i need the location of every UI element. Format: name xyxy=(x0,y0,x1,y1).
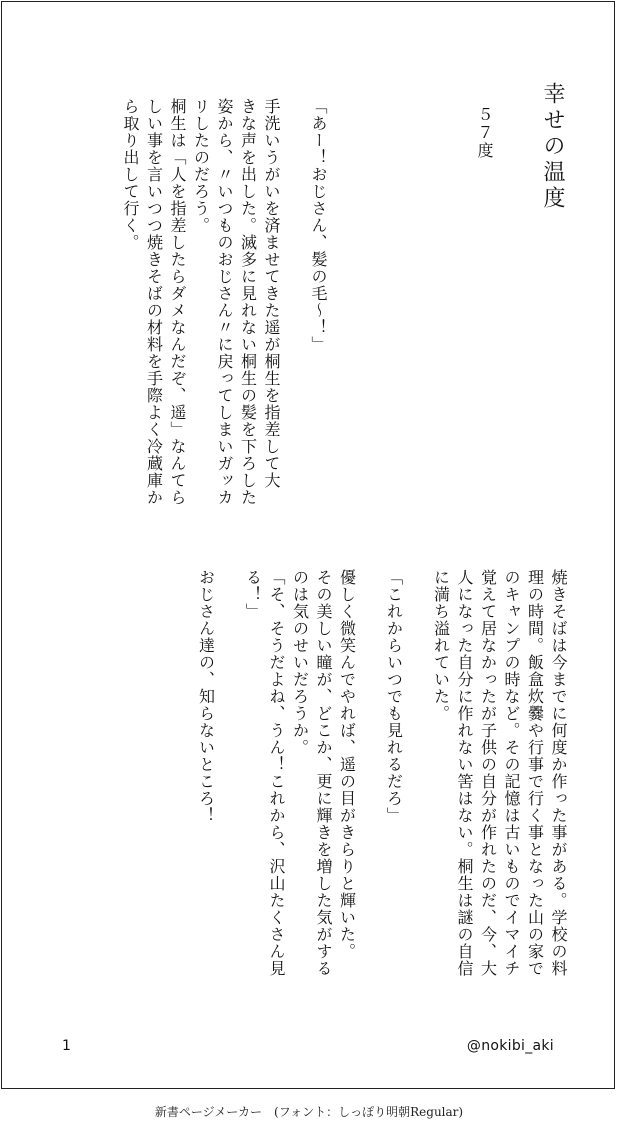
lower-body-text: 焼きそばは今までに何度か作った事がある。学校の料 理の時間。飯盒炊爨や行事で行く事となった山の家で のキャンプの時など。その記憶は古いものでイマイチ 覚えて居なかったが子供の自分が作れたのだ、今、大 人になった自分に作れない筈はない。桐生は謎の自信 に満ち溢れていた。 「これからいつでも見れるだろ」 優しく微笑んでやれば、遥の目がきらりと輝いた。 その美しい瞳が、どこか、更に輝きを増した気がする のは気のせいだろうか。 「そ、そうだよね、うん！これから、沢山たくさん見 る！」 おじさん達の、知らないところ！ xyxy=(196,569,568,977)
page-frame xyxy=(1,1,615,1089)
upper-body-text: 「あー！おじさん、髪の毛〜！」 手洗いうがいを済ませてきた遥が桐生を指差して大 きな声を出した。滅多に見れない桐生の髪を下ろした 姿から、〃いつものおじさん〃に戻ってしまいガッカ リしたのだろう。 桐生は「人を指差したらダメなんだぞ、遥」なんてら しい事を言いつつ焼きそばの材料を手際よく冷蔵庫か ら取り出して行く。 xyxy=(121,98,328,506)
footer-credit: 新書ページメーカー (フォント：しっぽり明朝Regular) xyxy=(154,1105,464,1119)
story-title: 幸せの温度 xyxy=(540,82,565,212)
page-number: 1 xyxy=(62,1038,71,1054)
author-handle: @nokibi_aki xyxy=(466,1038,554,1054)
story-subtitle: ５７度 xyxy=(475,106,494,160)
